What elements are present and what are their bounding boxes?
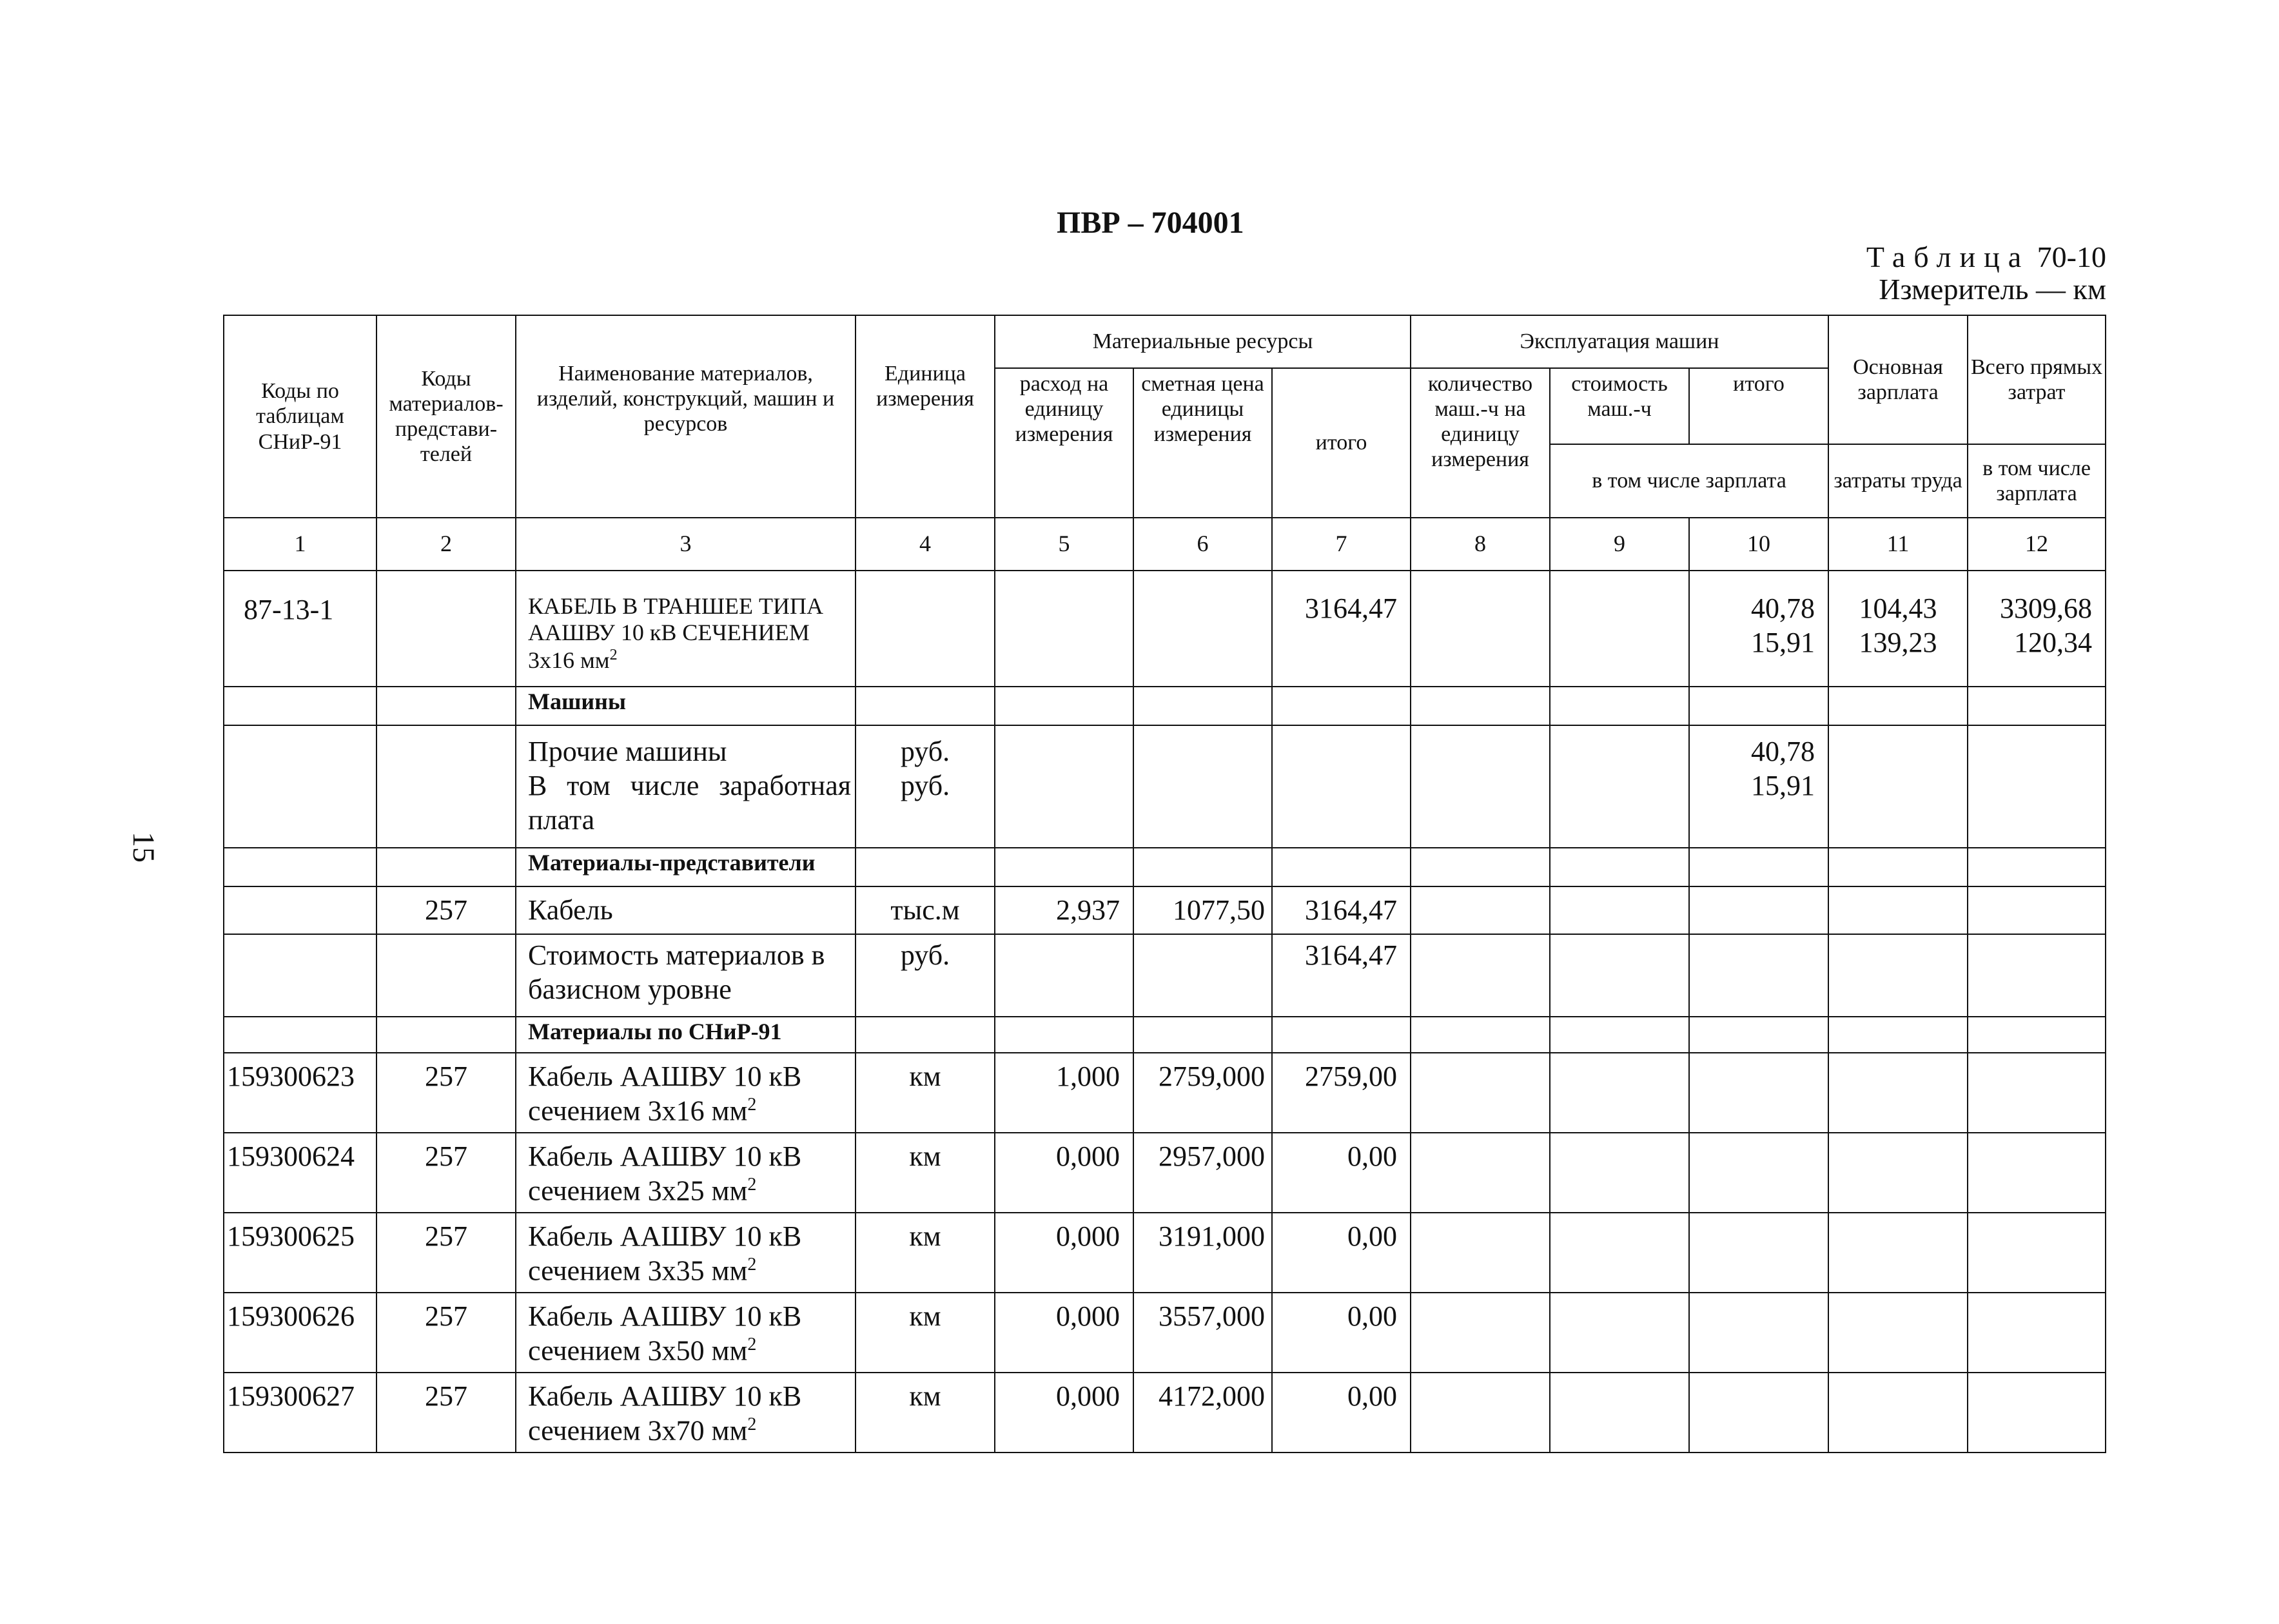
col-number: 3	[516, 518, 856, 571]
row-qty: 0,000	[995, 1213, 1133, 1293]
section-heading: Материалы-представители	[516, 848, 856, 886]
col-subheader-wage: в том числе зарплата	[1550, 444, 1828, 518]
col-header-rep-codes: Коды материалов-представи-телей	[377, 315, 516, 518]
col-header-wage: Основная зарплата	[1828, 315, 1968, 444]
col-header-direct: Всего прямых затрат	[1968, 315, 2106, 444]
row-rep-code: 257	[377, 1293, 516, 1373]
table-row	[224, 848, 2106, 886]
row-total: 3164,47	[1272, 886, 1411, 934]
col-number: 10	[1689, 518, 1828, 571]
col-group-materials: Материальные ресурсы	[995, 315, 1411, 368]
col-number: 11	[1828, 518, 1968, 571]
row-rep-code: 257	[377, 1053, 516, 1133]
table-row	[224, 886, 2106, 934]
col-number: 7	[1272, 518, 1411, 571]
row-name: КАБЕЛЬ В ТРАНШЕЕ ТИПА ААШВУ 10 кВ СЕЧЕНИЕМ 3х16 $мм^2$	[516, 571, 856, 687]
row-qty: 0,000	[995, 1133, 1133, 1213]
col-number: 4	[856, 518, 995, 571]
table-label-word: Таблица	[1866, 240, 2030, 273]
table-row	[224, 934, 2106, 1017]
row-name: Кабель	[516, 886, 856, 934]
row-rep-code: 257	[377, 1133, 516, 1213]
table-row	[224, 725, 2106, 848]
row-direct: 3309,68 120,34	[1968, 571, 2106, 687]
row-rep-code: 257	[377, 1213, 516, 1293]
row-code: 87-13-1	[224, 571, 377, 687]
col-number: 12	[1968, 518, 2106, 571]
table-row	[224, 571, 2106, 687]
page-number: 15	[126, 832, 161, 863]
row-unit: км	[856, 1133, 995, 1213]
document-title: ПВР – 704001	[1057, 206, 1244, 240]
row-code: 159300626	[224, 1293, 377, 1373]
row-code: 159300625	[224, 1213, 377, 1293]
row-qty: 0,000	[995, 1373, 1133, 1453]
row-price: 1077,50	[1133, 886, 1272, 934]
row-price: 3557,000	[1133, 1293, 1272, 1373]
col-header-codes: Коды по таблицам СНиР-91	[224, 315, 377, 518]
row-code: 159300624	[224, 1133, 377, 1213]
col-header-name: Наименование материалов, изделий, конструкций, машин и ресурсов	[516, 315, 856, 518]
section-heading: Материалы по СНиР-91	[516, 1017, 856, 1053]
row-code: 159300627	[224, 1373, 377, 1453]
col-header-consumption: расход на единицу измерения	[995, 368, 1133, 518]
col-number: 5	[995, 518, 1133, 571]
col-number: 8	[1411, 518, 1550, 571]
col-header-machine-hours: количество маш.-ч на единицу измерения	[1411, 368, 1550, 518]
col-header-price: сметная цена единицы измерения	[1133, 368, 1272, 518]
col-number: 6	[1133, 518, 1272, 571]
row-unit: руб.	[856, 934, 995, 1017]
row-name: Стоимость материалов в базисном уровне	[516, 934, 856, 1017]
table-row	[224, 1293, 2106, 1373]
row-price: 3191,000	[1133, 1213, 1272, 1293]
row-unit: руб. руб.	[856, 725, 995, 848]
row-total: 3164,47	[1272, 934, 1411, 1017]
row-wage: 104,43 139,23	[1828, 571, 1968, 687]
col-header-total: итого	[1272, 368, 1411, 518]
row-name: Прочие машины В том числе заработная плата	[516, 725, 856, 848]
row-unit: км	[856, 1053, 995, 1133]
row-name: Кабель ААШВУ 10 кВ сечением 3х16 $мм^2$	[516, 1053, 856, 1133]
row-price: 2957,000	[1133, 1133, 1272, 1213]
row-total: 0,00	[1272, 1133, 1411, 1213]
row-code: 159300623	[224, 1053, 377, 1133]
col-number: 1	[224, 518, 377, 571]
table-row	[224, 687, 2106, 725]
col-header-unit: Единица измерения	[856, 315, 995, 518]
col-group-machines: Эксплуатация машин	[1411, 315, 1828, 368]
table-row	[224, 1017, 2106, 1053]
row-total: 0,00	[1272, 1293, 1411, 1373]
col-subheader-direct-wage: в том числе зарплата	[1968, 444, 2106, 518]
table-row	[224, 1133, 2106, 1213]
row-name: Кабель ААШВУ 10 кВ сечением 3х25 $мм^2$	[516, 1133, 856, 1213]
section-heading: Машины	[516, 687, 856, 725]
table-row	[224, 1213, 2106, 1293]
cost-table	[223, 315, 2106, 1453]
table-row	[224, 1053, 2106, 1133]
table-number: 70-10	[2037, 240, 2106, 273]
row-rep-code: 257	[377, 1373, 516, 1453]
col-header-machine-cost: стоимость маш.-ч	[1550, 368, 1689, 444]
row-machine-total: 40,78 15,91	[1689, 571, 1828, 687]
col-number: 2	[377, 518, 516, 571]
col-subheader-labor: затраты труда	[1828, 444, 1968, 518]
row-rep-code: 257	[377, 886, 516, 934]
table-label	[1866, 240, 2106, 274]
row-unit: км	[856, 1373, 995, 1453]
row-name: Кабель ААШВУ 10 кВ сечением 3х70 $мм^2$	[516, 1373, 856, 1453]
row-price: 2759,000	[1133, 1053, 1272, 1133]
row-unit: тыс.м	[856, 886, 995, 934]
row-name: Кабель ААШВУ 10 кВ сечением 3х35 $мм^2$	[516, 1213, 856, 1293]
row-name: Кабель ААШВУ 10 кВ сечением 3х50 $мм^2$	[516, 1293, 856, 1373]
row-price: 4172,000	[1133, 1373, 1272, 1453]
row-qty: 1,000	[995, 1053, 1133, 1133]
row-total: 0,00	[1272, 1373, 1411, 1453]
col-header-machine-total: итого	[1689, 368, 1828, 444]
measure-unit: Измеритель — км	[1879, 273, 2106, 306]
row-unit: км	[856, 1293, 995, 1373]
row-total: 3164,47	[1272, 571, 1411, 687]
row-unit: км	[856, 1213, 995, 1293]
row-total: 2759,00	[1272, 1053, 1411, 1133]
table-row	[224, 1373, 2106, 1453]
row-qty: 2,937	[995, 886, 1133, 934]
col-number: 9	[1550, 518, 1689, 571]
row-qty: 0,000	[995, 1293, 1133, 1373]
row-total: 0,00	[1272, 1213, 1411, 1293]
row-machine-total: 40,78 15,91	[1689, 725, 1828, 848]
